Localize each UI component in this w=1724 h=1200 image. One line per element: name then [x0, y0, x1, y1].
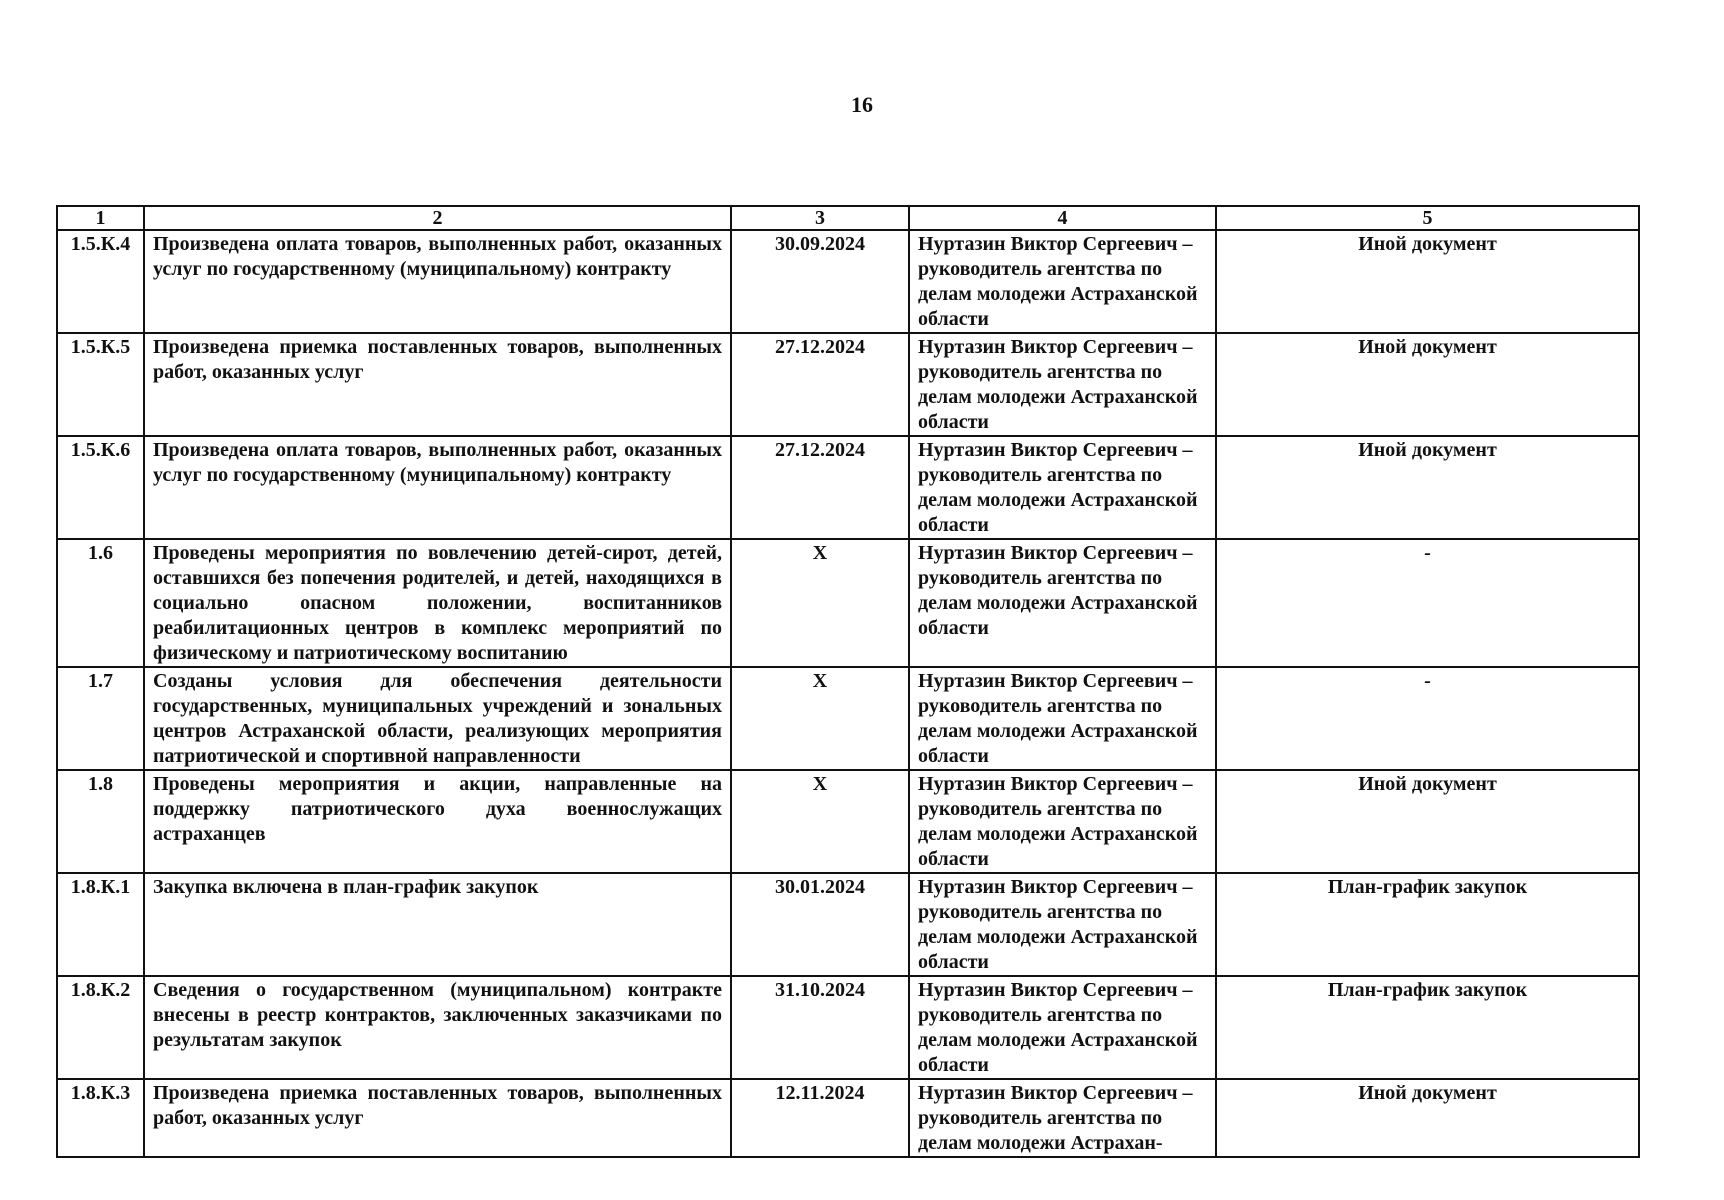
row-responsible: Нуртазин Виктор Сергеевич – руководитель агентства по делам молодежи Астрахан-	[909, 1079, 1216, 1157]
row-responsible: Нуртазин Виктор Сергеевич – руководитель агентства по делам молодежи Астраханской области	[909, 667, 1216, 770]
row-id: 1.5.К.5	[57, 333, 144, 436]
row-responsible: Нуртазин Виктор Сергеевич – руководитель агентства по делам молодежи Астраханской области	[909, 436, 1216, 539]
row-description: Сведения о государственном (муниципальном) контракте внесены в реестр контрактов, заключенных заказчиками по результатам закупок	[144, 976, 731, 1079]
table-row	[57, 230, 1639, 333]
table-row	[57, 333, 1639, 436]
row-id: 1.5.К.6	[57, 436, 144, 539]
row-date: 30.01.2024	[731, 873, 909, 976]
row-id: 1.8	[57, 770, 144, 873]
row-date: Х	[731, 667, 909, 770]
row-description: Проведены мероприятия и акции, направленные на поддержку патриотического духа военнослужащих астраханцев	[144, 770, 731, 873]
row-description: Произведена приемка поставленных товаров, выполненных работ, оказанных услуг	[144, 333, 731, 436]
table-row	[57, 539, 1639, 667]
row-date: 27.12.2024	[731, 333, 909, 436]
row-document: Иной документ	[1216, 770, 1639, 873]
table-row	[57, 667, 1639, 770]
row-document: -	[1216, 667, 1639, 770]
row-document: Иной документ	[1216, 436, 1639, 539]
row-document: Иной документ	[1216, 230, 1639, 333]
header-col-5: 5	[1216, 206, 1639, 230]
row-responsible: Нуртазин Виктор Сергеевич – руководитель агентства по делам молодежи Астраханской области	[909, 976, 1216, 1079]
row-description: Закупка включена в план-график закупок	[144, 873, 731, 976]
row-id: 1.8.К.2	[57, 976, 144, 1079]
table-body	[57, 230, 1639, 1157]
header-col-2: 2	[144, 206, 731, 230]
row-date: 31.10.2024	[731, 976, 909, 1079]
row-responsible: Нуртазин Виктор Сергеевич – руководитель агентства по делам молодежи Астраханской области	[909, 230, 1216, 333]
page-number: 16	[851, 92, 873, 117]
table-header	[57, 206, 1639, 230]
row-date: 12.11.2024	[731, 1079, 909, 1157]
header-row	[57, 206, 1639, 230]
row-date: Х	[731, 770, 909, 873]
row-id: 1.8.К.3	[57, 1079, 144, 1157]
row-id: 1.7	[57, 667, 144, 770]
table-row	[57, 976, 1639, 1079]
plan-table	[56, 205, 1640, 1158]
row-date: 30.09.2024	[731, 230, 909, 333]
row-document: Иной документ	[1216, 1079, 1639, 1157]
table-row	[57, 770, 1639, 873]
row-date: 27.12.2024	[731, 436, 909, 539]
row-id: 1.6	[57, 539, 144, 667]
row-description: Проведены мероприятия по вовлечению детей-сирот, детей, оставшихся без попечения родителей, и детей, находящихся в социально опасном положении, воспитанников реабилитационных центров в комплекс мероприятий по физическому и патриотическому воспитанию	[144, 539, 731, 667]
row-document: Иной документ	[1216, 333, 1639, 436]
table-row	[57, 1079, 1639, 1157]
row-id: 1.5.К.4	[57, 230, 144, 333]
table-row	[57, 436, 1639, 539]
row-description: Произведена оплата товаров, выполненных работ, оказанных услуг по государственному (муниципальному) контракту	[144, 436, 731, 539]
row-responsible: Нуртазин Виктор Сергеевич – руководитель агентства по делам молодежи Астраханской области	[909, 770, 1216, 873]
row-responsible: Нуртазин Виктор Сергеевич – руководитель агентства по делам молодежи Астраханской области	[909, 333, 1216, 436]
row-document: План-график закупок	[1216, 873, 1639, 976]
header-col-4: 4	[909, 206, 1216, 230]
row-document: План-график закупок	[1216, 976, 1639, 1079]
header-col-1: 1	[57, 206, 144, 230]
row-description: Произведена оплата товаров, выполненных работ, оказанных услуг по государственному (муниципальному) контракту	[144, 230, 731, 333]
row-responsible: Нуртазин Виктор Сергеевич – руководитель агентства по делам молодежи Астраханской области	[909, 873, 1216, 976]
row-description: Созданы условия для обеспечения деятельности государственных, муниципальных учреждений и зональных центров Астраханской области, реализующих мероприятия патриотической и спортивной направленности	[144, 667, 731, 770]
row-id: 1.8.К.1	[57, 873, 144, 976]
header-col-3: 3	[731, 206, 909, 230]
row-description: Произведена приемка поставленных товаров, выполненных работ, оказанных услуг	[144, 1079, 731, 1157]
row-document: -	[1216, 539, 1639, 667]
row-date: Х	[731, 539, 909, 667]
table-row	[57, 873, 1639, 976]
row-responsible: Нуртазин Виктор Сергеевич – руководитель агентства по делам молодежи Астраханской области	[909, 539, 1216, 667]
